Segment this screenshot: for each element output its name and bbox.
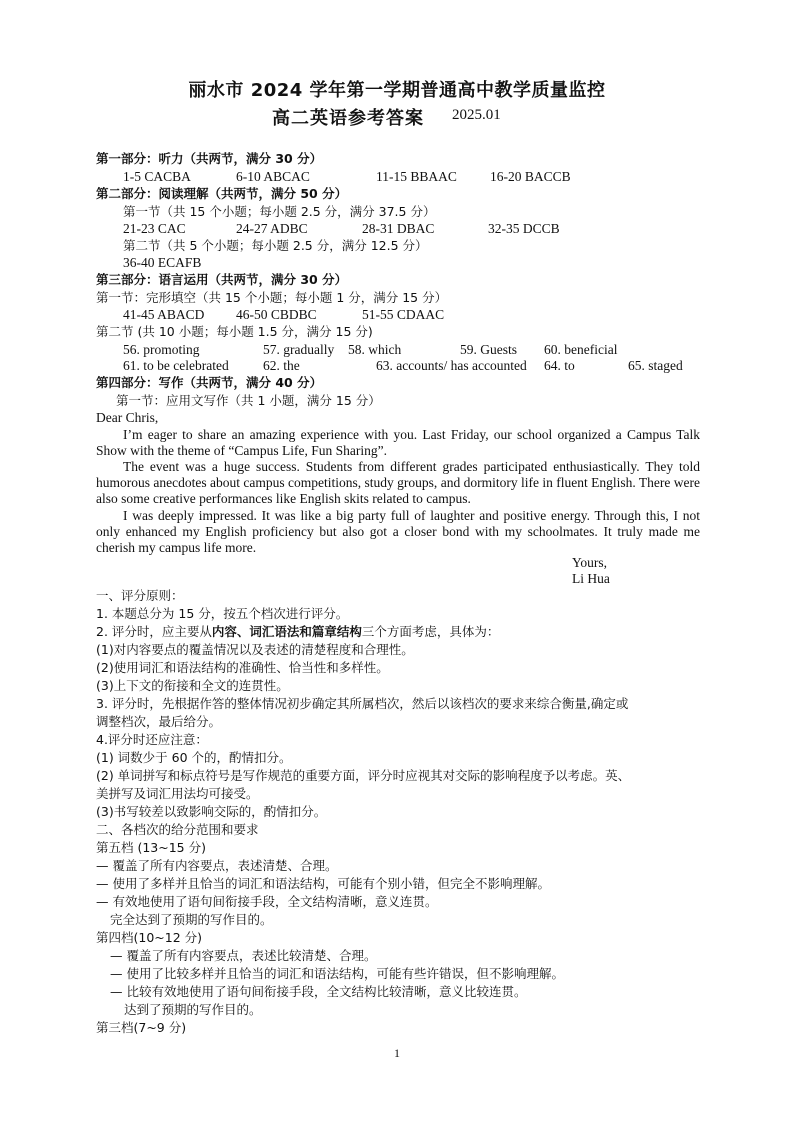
answer-item: 61. to be celebrated	[123, 358, 229, 373]
part4-section1-heading: 第一节：应用文写作（共 1 小题，满分 15 分）	[116, 393, 381, 408]
letter-paragraph: I’m eager to share an amazing experience with you. Last Friday, our school organized a Campus Talk Show with the theme of “Campus Life, Fun Sharing”.	[96, 427, 700, 459]
criteria-line: (2) 单词拼写和标点符号是写作规范的重要方面，评分时应视其对交际的影响程度予以考虑。英、	[96, 768, 631, 783]
letter-paragraph: The event was a huge success. Students from different grades participated enthusiastically. They told humorous anecdotes about campus competitions, study groups, and dormitory life in fluent English. There were also some creative performances like English skits related to campus.	[96, 459, 700, 507]
letter-signature: Li Hua	[572, 571, 610, 586]
criteria-line: 3. 评分时，先根据作答的整体情况初步确定其所属档次，然后以该档次的要求来综合衡量,确定或	[96, 696, 629, 711]
criteria-line: (1)对内容要点的覆盖情况以及表述的清楚程度和合理性。	[96, 642, 414, 657]
answer-item: 56. promoting	[123, 342, 200, 357]
answer-item: 64. to	[544, 358, 575, 373]
level3-title: 第三档(7~9 分)	[96, 1020, 187, 1035]
answer-group: 28-31 DBAC	[362, 221, 435, 236]
level-item: — 覆盖了所有内容要点，表述清楚、合理。	[96, 858, 338, 873]
level-item: 完全达到了预期的写作目的。	[110, 912, 273, 927]
answer-group: 1-5 CACBA	[123, 169, 191, 184]
answer-item: 58. which	[348, 342, 402, 357]
answer-group: 24-27 ADBC	[236, 221, 308, 236]
criteria-line: 美拼写及词汇用法均可接受。	[96, 786, 259, 801]
criteria-line: 1. 本题总分为 15 分，按五个档次进行评分。	[96, 606, 349, 621]
criteria-line: 调整档次，最后给分。	[96, 714, 222, 729]
level-item: 达到了预期的写作目的。	[124, 1002, 262, 1017]
criteria-bold-text: 内容、词汇语法和篇章结构	[211, 624, 362, 639]
criteria-line: (3)书写较差以致影响交际的，酌情扣分。	[96, 804, 327, 819]
criteria-line: (2)使用词汇和语法结构的准确性、恰当性和多样性。	[96, 660, 389, 675]
part3-section2-heading: 第二节 (共 10 小题；每小题 1.5 分，满分 15 分)	[96, 324, 373, 339]
answer-group: 51-55 CDAAC	[362, 307, 445, 322]
answer-item: 63. accounts/ has accounted	[376, 358, 527, 373]
page-number: 1	[394, 1046, 400, 1060]
answer-group: 21-23 CAC	[123, 221, 186, 236]
part3-heading: 第三部分：语言运用（共两节，满分 30 分）	[96, 272, 348, 287]
level-item: — 比较有效地使用了语句间衔接手段，全文结构比较清晰，意义比较连贯。	[110, 984, 527, 999]
part3-section1-heading: 第一节：完形填空（共 15 个小题；每小题 1 分，满分 15 分）	[96, 290, 448, 305]
level-item: — 使用了比较多样并且恰当的词汇和语法结构，可能有些许错误，但不影响理解。	[110, 966, 564, 981]
document-date: 2025.01	[452, 107, 501, 123]
level-item: — 覆盖了所有内容要点，表述比较清楚、合理。	[110, 948, 377, 963]
part2-heading: 第二部分：阅读理解（共两节，满分 50 分）	[96, 186, 348, 201]
answer-item: 62. the	[263, 358, 300, 373]
letter-closing: Yours,	[572, 555, 608, 570]
answer-group: 16-20 BACCB	[490, 169, 571, 184]
level5-title: 第五档 (13~15 分)	[96, 840, 206, 855]
document-subtitle: 高二英语参考答案	[272, 108, 424, 129]
levels-heading: 二、各档次的给分范围和要求	[96, 822, 259, 837]
letter-greeting: Dear Chris,	[96, 410, 159, 425]
answer-group: 41-45 ABACD	[123, 307, 205, 322]
level-item: — 使用了多样并且恰当的词汇和语法结构，可能有个别小错，但完全不影响理解。	[96, 876, 550, 891]
answer-group: 36-40 ECAFB	[123, 255, 202, 270]
answer-item: 60. beneficial	[544, 342, 618, 357]
part1-heading: 第一部分：听力（共两节，满分 30 分）	[96, 151, 323, 166]
principles-heading: 一、评分原则：	[96, 588, 184, 603]
criteria-line: (3)上下文的衔接和全文的连贯性。	[96, 678, 289, 693]
answer-group: 32-35 DCCB	[488, 221, 560, 236]
letter-paragraph: I was deeply impressed. It was like a big party full of laughter and positive energy. Through this, I not only enhanced my English proficiency but also got a closer bond with my schoolmates. It truly made me cherish my campus life more.	[96, 508, 700, 556]
criteria-text: 2. 评分时，应主要从	[96, 624, 212, 639]
criteria-line: (1) 词数少于 60 个的，酌情扣分。	[96, 750, 292, 765]
criteria-line: 4.评分时还应注意：	[96, 732, 208, 747]
document-title: 丽水市 2024 学年第一学期普通高中教学质量监控	[188, 80, 606, 101]
criteria-text: 三个方面考虑，具体为：	[361, 624, 500, 639]
level4-title: 第四档(10~12 分)	[96, 930, 203, 945]
part4-heading: 第四部分：写作（共两节，满分 40 分）	[96, 375, 323, 390]
level-item: — 有效地使用了语句间衔接手段，全文结构清晰，意义连贯。	[96, 894, 438, 909]
part2-section2-heading: 第二节（共 5 个小题；每小题 2.5 分，满分 12.5 分）	[123, 238, 428, 253]
answer-group: 11-15 BBAAC	[376, 169, 457, 184]
part2-section1-heading: 第一节（共 15 个小题；每小题 2.5 分，满分 37.5 分）	[123, 204, 436, 219]
answer-group: 6-10 ABCAC	[236, 169, 310, 184]
answer-item: 59. Guests	[460, 342, 517, 357]
answer-item: 57. gradually	[263, 342, 335, 357]
answer-item: 65. staged	[628, 358, 683, 373]
criteria-line-2	[96, 624, 499, 640]
answer-group: 46-50 CBDBC	[236, 307, 317, 322]
